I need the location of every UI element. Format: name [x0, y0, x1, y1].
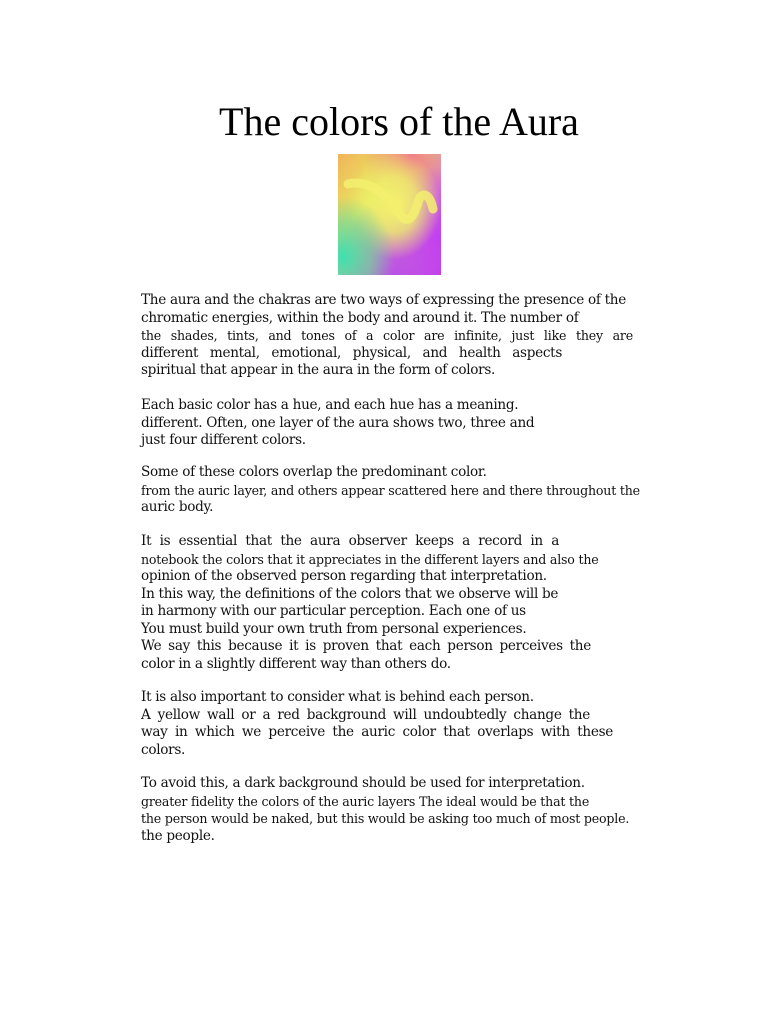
text-line: Some of these colors overlap the predominant color. [141, 464, 487, 480]
text-line: from the auric layer, and others appear scattered here and there throughout the [141, 482, 640, 498]
text-line: just four different colors. [141, 432, 306, 448]
paragraph-1 [141, 292, 633, 380]
aura-gradient-image [338, 154, 441, 275]
text-line: The aura and the chakras are two ways of expressing the presence of the [141, 292, 626, 308]
text-line: different mental, emotional, physical, and health aspects [141, 344, 562, 361]
text-line: way in which we perceive the auric color that overlaps with these [141, 724, 613, 740]
text-line: spiritual that appear in the aura in the form of colors. [141, 362, 496, 378]
paragraph-6 [141, 775, 629, 845]
text-line: It is also important to consider what is behind each person. [141, 689, 534, 705]
paragraph-2 [141, 397, 561, 450]
text-line: different. Often, one layer of the aura shows two, three and [141, 414, 535, 431]
text-line: We say this because it is proven that each person perceives the [141, 638, 591, 654]
text-line: the person would be naked, but this would be asking too much of most people. [141, 811, 630, 826]
text-line: In this way, the definitions of the colors that we observe will be [141, 585, 559, 602]
text-line: You must build your own truth from personal experiences. [141, 620, 527, 637]
text-line: auric body. [141, 499, 214, 515]
paragraph-4 [141, 533, 617, 673]
text-line: in harmony with our particular perception. Each one of us [141, 603, 526, 619]
text-line: color in a slightly different way than others do. [141, 655, 451, 672]
aura-image [338, 154, 441, 275]
text-line: opinion of the observed person regarding that interpretation. [141, 568, 547, 584]
text-line: A yellow wall or a red background will undoubtedly change the [141, 706, 590, 723]
text-line: It is essential that the aura observer keeps a record in a [141, 533, 559, 549]
text-line: the shades, tints, and tones of a color are infinite, just like they are [141, 328, 633, 343]
text-line: To avoid this, a dark background should be used for interpretation. [141, 775, 585, 791]
paragraph-5 [141, 689, 613, 759]
text-line: colors. [141, 741, 186, 758]
text-line: Each basic color has a hue, and each hue has a meaning. [141, 397, 519, 413]
text-line: greater fidelity the colors of the auric layers The ideal would be that the [141, 793, 590, 809]
page-title: The colors of the Aura [219, 99, 579, 144]
text-line: the people. [141, 827, 215, 844]
text-line: notebook the colors that it appreciates in the different layers and also the [141, 551, 599, 567]
paragraph-3 [141, 464, 641, 517]
text-line: chromatic energies, within the body and around it. The number of [141, 309, 579, 326]
